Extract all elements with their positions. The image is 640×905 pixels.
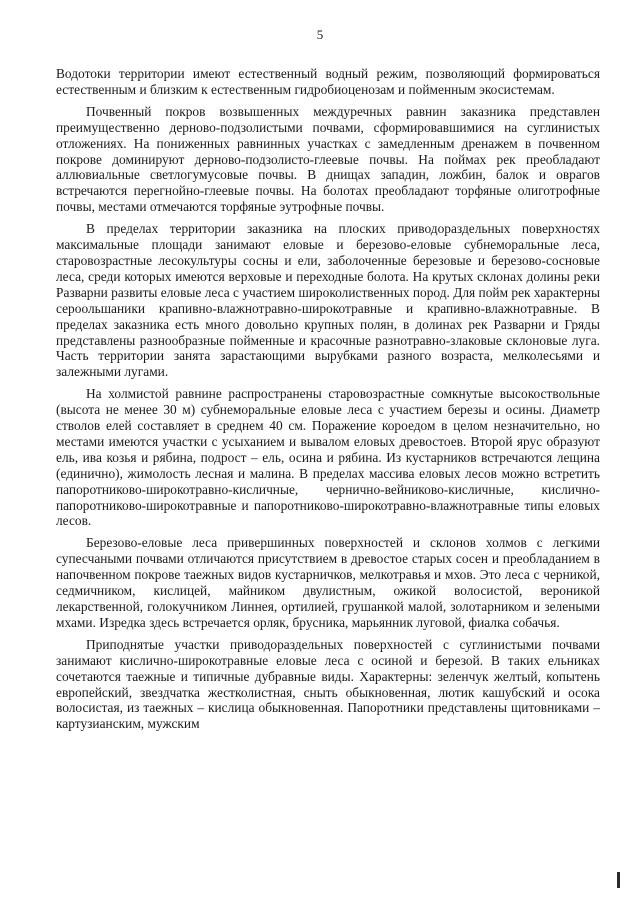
paragraph-elevated-areas: Приподнятые участки приводораздельных поверхностей с суглинистыми почвами занимают кислично-широкотравные еловые леса с осиной и березой. В таких ельниках сочетаются таежные и типичные дубравные виды. Характерны: зеленчук желтый, копытень европейский, звездчатка жестколистная, сныть обыкновенная, лютик кашубский и осока волосистая, из таежных – кислица обыкновенная. Папоротники представлены щитовниками – картузианским, мужским <box>56 636 600 732</box>
paragraph-watercourses: Водотоки территории имеют естественный водный режим, позволяющий формироваться естественным и близким к естественным гидробиоценозам и пойменным экосистемам. <box>56 66 600 97</box>
paragraph-spruce-forests: На холмистой равнине распространены старовозрастные сомкнутые высокоствольные (высота не менее 30 м) субнеморальные еловые леса с участием березы и осины. Диаметр стволов елей составляет в среднем 40 см. Поражение короедом в целом незначительно, но местами имеются участки с усыханием и вывалом еловых древостоев. Второй ярус образуют ель, ива козья и рябина, подрост – ель, осина и рябина. Из кустарников встречаются лещина (единично), жимолость лесная и малина. В пределах массива еловых лесов можно встретить папоротниково-широкотравно-кисличные, чернично-вейниково-кисличные, кислично-папоротниково-широкотравные и папоротниково-широкотравно-влажнотравные типы еловых лесов. <box>56 386 600 529</box>
paragraph-birch-spruce-forests: Березово-еловые леса привершинных поверхностей и склонов холмов с легкими супесчаными почвами отличаются присутствием в древостое старых сосен и преобладанием в напочвенном покрове таежных видов кустарничков, мелкотравья и мхов. Это леса с черникой, седмичником, кислицей, майником двулистным, ожикой волосистой, вероникой лекарственной, голокучником Линнея, ортилией, грушанкой малой, золотарником и зелеными мхами. Изредка здесь встречается орляк, брусника, марьянник луговой, фиалка собачья. <box>56 535 600 630</box>
page-number: 5 <box>316 27 324 42</box>
paragraph-territory-forests: В пределах территории заказника на плоских приводораздельных поверхностях максимальные площади занимают еловые и березово-еловые субнеморальные леса, старовозрастные лесокультуры сосны и ели, заболоченные березовые и березово-сосновые леса, среди которых имеются верховые и переходные болота. На крутых склонах долины реки Разварни развиты еловые леса с участием широколиственных пород. Для пойм рек характерны сероольшаники крапивно-влажнотравно-широкотравные и крапивно-влажнотравные. В пределах заказника есть много довольно крупных полян, в долинах рек Разварни и Гряды представлены разнообразные пойменные и красочные разнотравно-злаковые склоновые луга. Часть территории занята зарастающими вырубками разного возраста, мелколесьями и залежными лугами. <box>56 221 600 380</box>
document-body <box>56 66 600 738</box>
paragraph-soil-cover: Почвенный покров возвышенных междуречных равнин заказника представлен преимущественно дерново-подзолистыми почвами, сформировавшимися на суглинистых отложениях. На пониженных равнинных участках с замедленным дренажем в почвенном покрове доминируют дерново-подзолисто-глеевые почвы. На поймах рек преобладают аллювиальные светлогумусовые почвы. В днищах западин, ложбин, балок и оврагов встречаются перегнойно-глеевые почвы. На болотах преобладают торфяные олиготрофные почвы, местами отмечаются торфяные эутрофные почвы. <box>56 103 600 215</box>
scan-edge-mark <box>617 872 620 888</box>
